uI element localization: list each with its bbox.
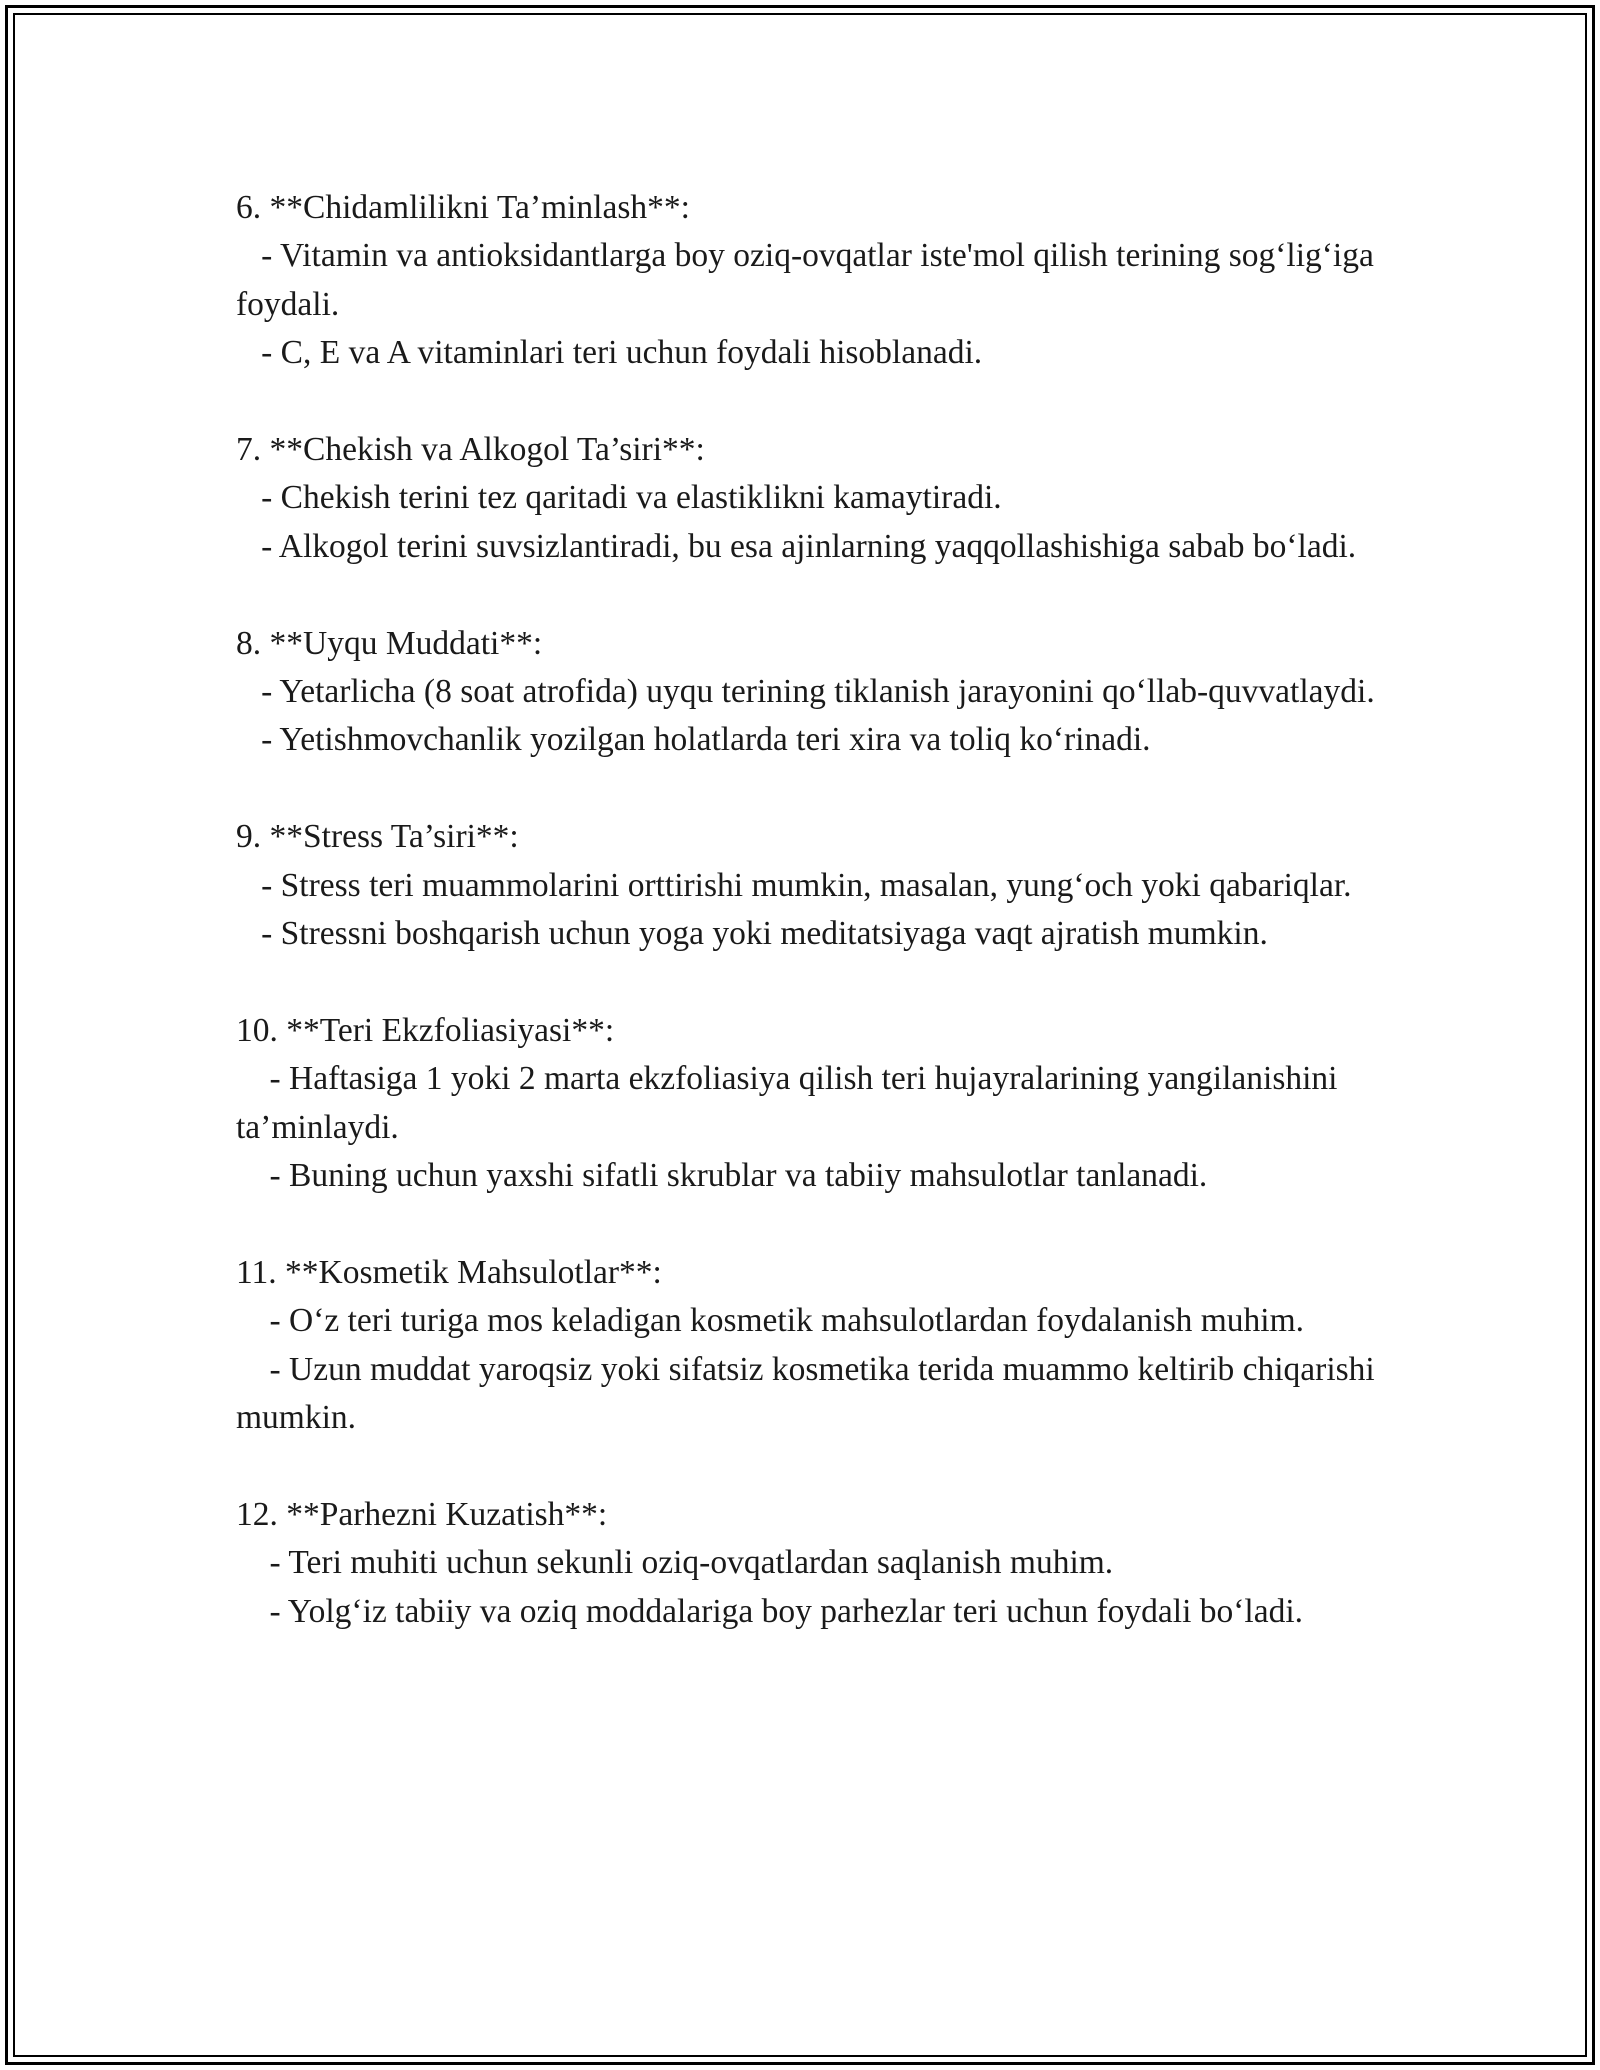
list-item: - Stressni boshqarish uchun yoga yoki meditatsiyaga vaqt ajratish mumkin. [236, 915, 1268, 953]
document-body [236, 184, 1386, 1636]
list-item: - Alkogol terini suvsizlantiradi, bu esa ajinlarning yaqqollashishiga sabab bo‘ladi. [236, 527, 1357, 565]
section-heading: 10. **Teri Ekzfoliasiyasi**: [236, 1011, 615, 1049]
section-heading: 9. **Stress Ta’siri**: [236, 818, 519, 856]
section-heading: 8. **Uyqu Muddati**: [236, 624, 543, 662]
section-heading: 11. **Kosmetik Mahsulotlar**: [236, 1253, 662, 1291]
section-heading: 7. **Chekish va Alkogol Ta’siri**: [236, 431, 705, 469]
section-8 [236, 620, 1386, 765]
section-9 [236, 813, 1386, 958]
section-heading: 6. **Chidamlilikni Ta’minlash**: [236, 189, 690, 226]
list-item: - Yetishmovchanlik yozilgan holatlarda teri xira va toliq ko‘rinadi. [236, 721, 1151, 759]
section-12 [236, 1491, 1386, 1636]
list-item: - Chekish terini tez qaritadi va elastiklikni kamaytiradi. [236, 479, 1002, 517]
section-heading: 12. **Parhezni Kuzatish**: [236, 1495, 608, 1533]
list-item: - Stress teri muammolarini orttirishi mumkin, masalan, yung‘och yoki qabariqlar. [236, 866, 1352, 904]
section-10 [236, 1007, 1386, 1201]
section-7 [236, 426, 1386, 571]
list-item: - Yolg‘iz tabiiy va oziq moddalariga boy parhezlar teri uchun foydali bo‘ladi. [236, 1592, 1304, 1630]
list-item: - C, E va A vitaminlari teri uchun foydali hisoblanadi. [236, 334, 983, 372]
section-6 [236, 184, 1386, 378]
list-item: - Haftasiga 1 yoki 2 marta ekzfoliasiya qilish teri hujayralarining yangilanishini ta’minlaydi. [236, 1060, 1346, 1146]
section-11 [236, 1249, 1386, 1443]
list-item: - Yetarlicha (8 soat atrofida) uyqu terining tiklanish jarayonini qo‘llab-quvvatlaydi. [236, 673, 1375, 711]
list-item: - Teri muhiti uchun sekunli oziq-ovqatlardan saqlanish muhim. [236, 1544, 1114, 1582]
list-item: - Vitamin va antioksidantlarga boy oziq-ovqatlar iste'mol qilish terining sog‘lig‘iga foydali. [236, 237, 1383, 323]
list-item: - Uzun muddat yaroqsiz yoki sifatsiz kosmetika terida muammo keltirib chiqarishi mumkin. [236, 1350, 1384, 1437]
list-item: - O‘z teri turiga mos keladigan kosmetik mahsulotlardan foydalanish muhim. [236, 1302, 1305, 1340]
list-item: - Buning uchun yaxshi sifatli skrublar va tabiiy mahsulotlar tanlanadi. [236, 1157, 1208, 1195]
